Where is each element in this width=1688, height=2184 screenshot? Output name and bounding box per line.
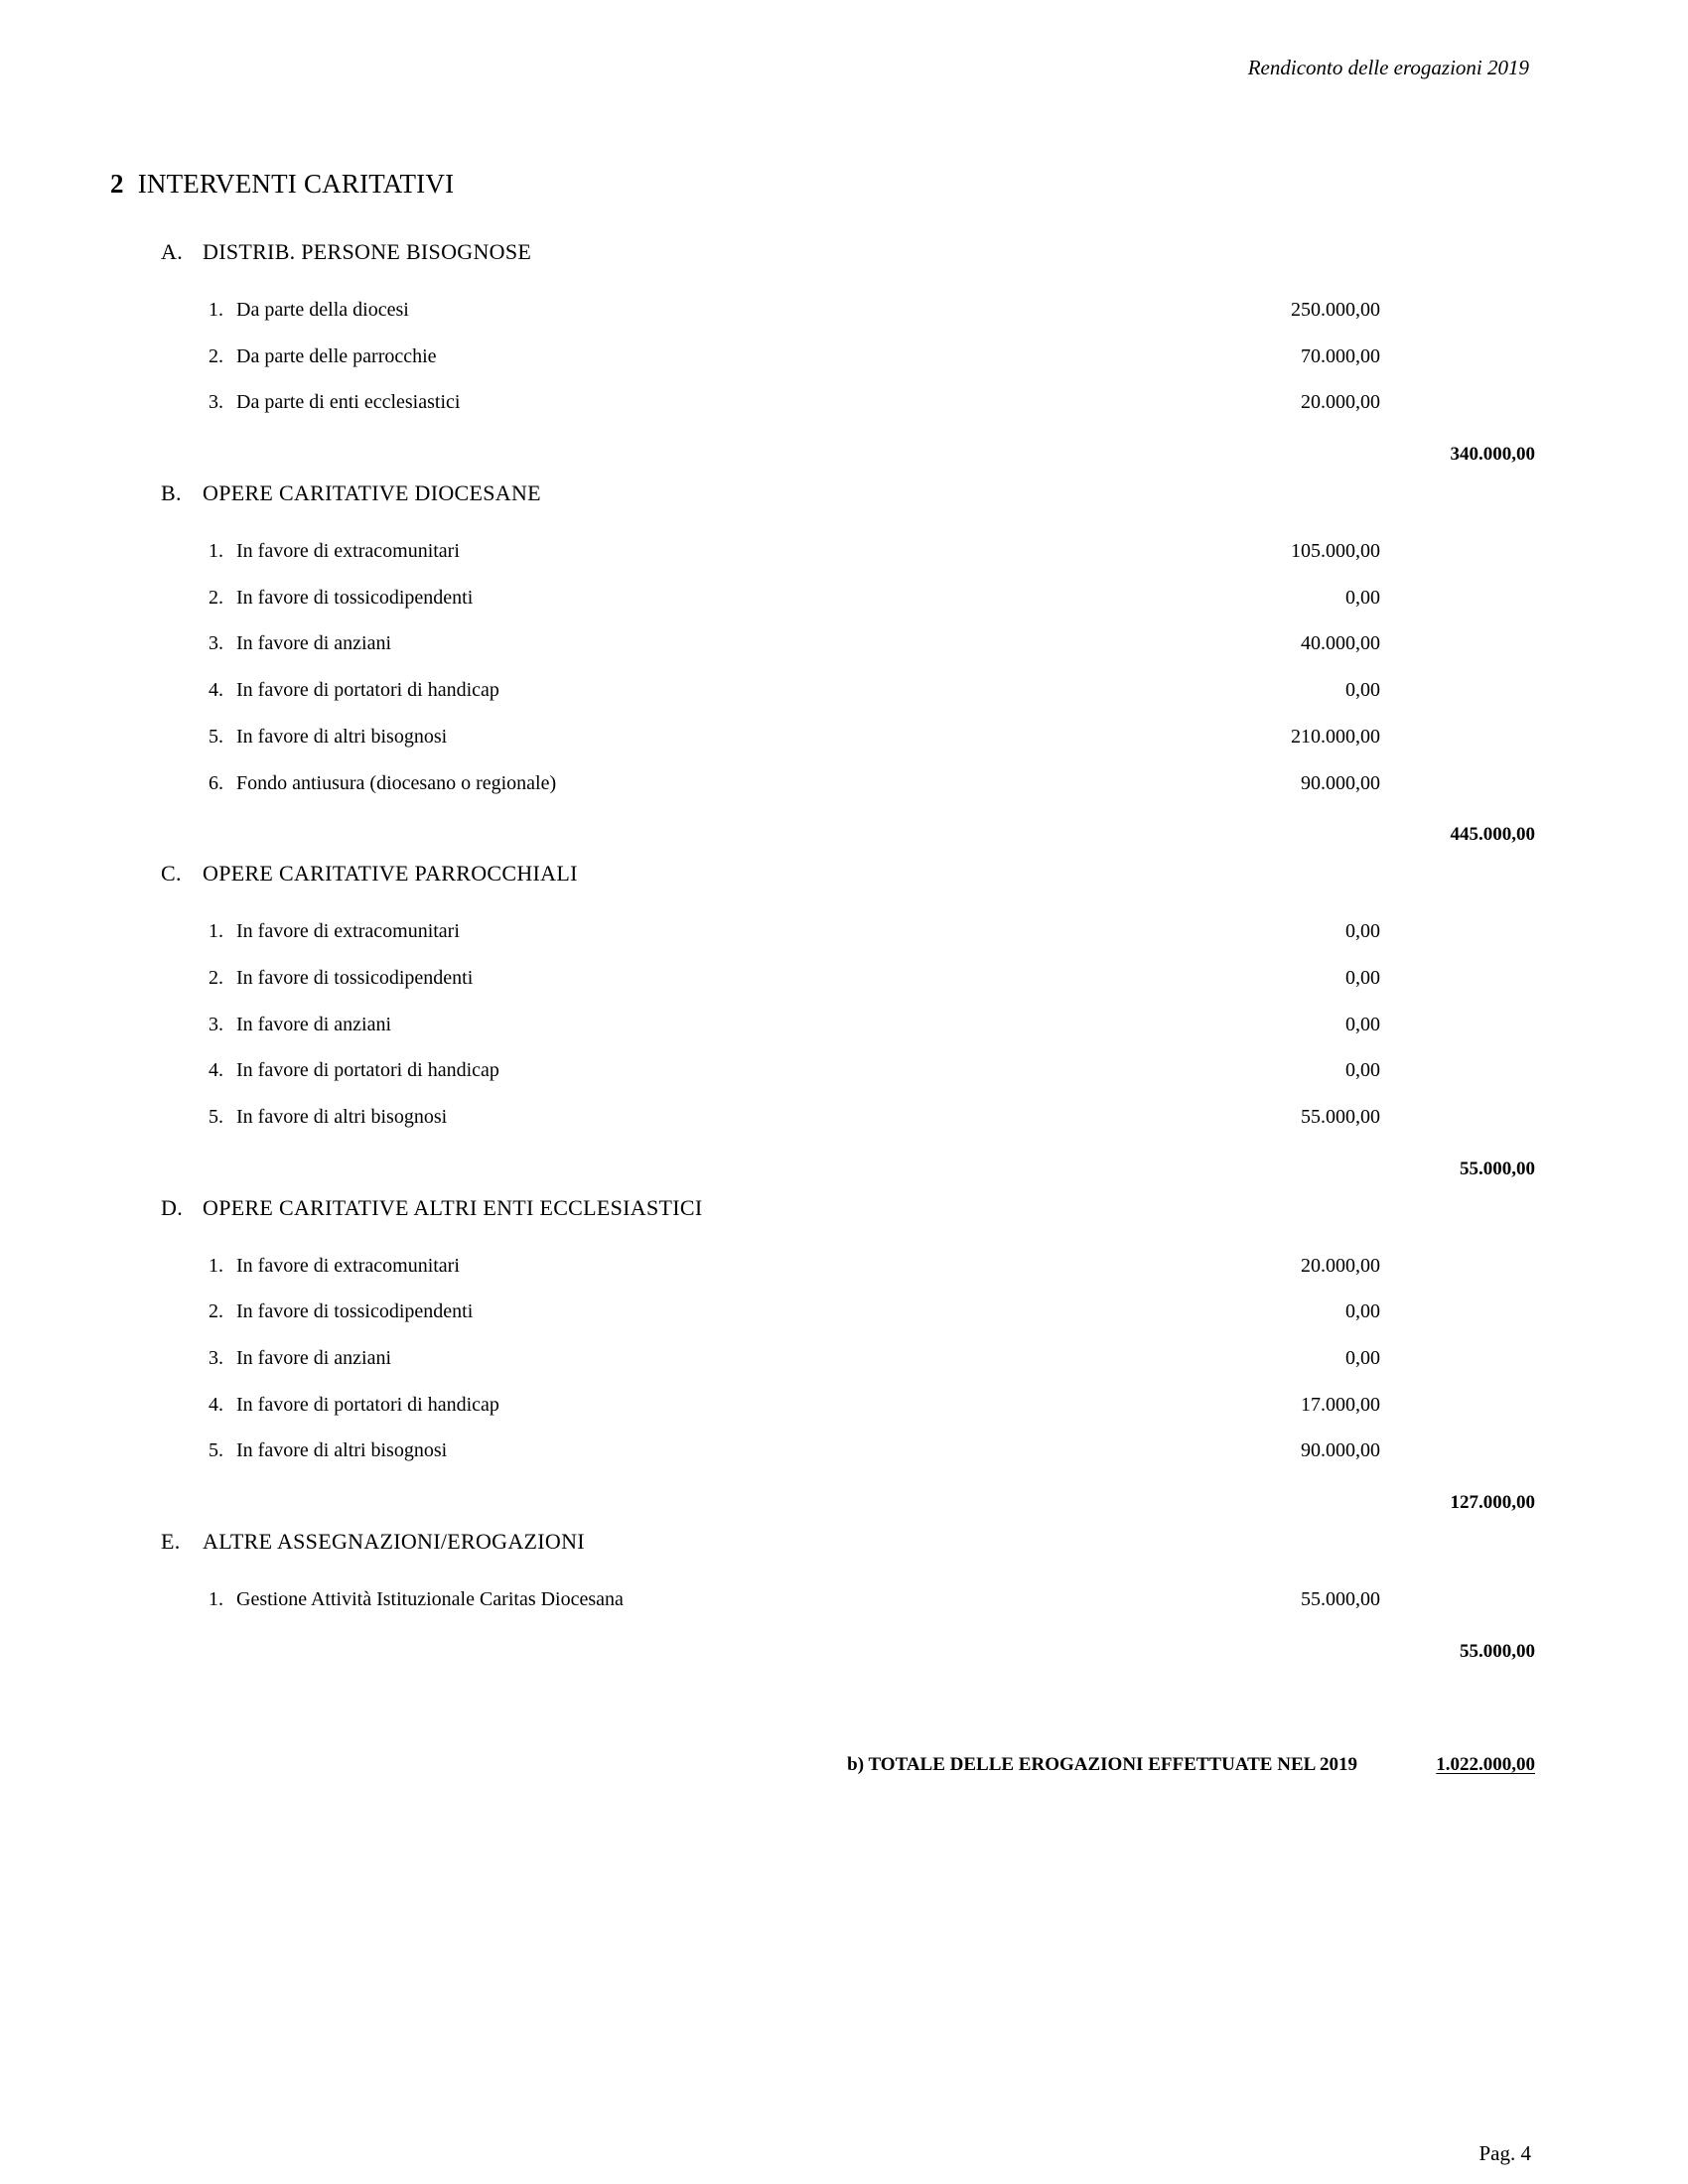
section-subtotal: 55.000,00: [1460, 1640, 1535, 1662]
list-item: [0, 1431, 1688, 1477]
section-subtotal: 340.000,00: [1450, 444, 1535, 466]
item-index: 6.: [209, 771, 223, 794]
list-item: [0, 578, 1688, 624]
section-title: [0, 479, 1688, 531]
item-index: 5.: [209, 725, 223, 748]
item-text: Da parte di enti ecclesiastici: [236, 391, 461, 414]
list-item: [0, 1005, 1688, 1051]
item-label: [209, 1058, 499, 1082]
item-amount: 0,00: [1345, 679, 1380, 702]
item-label: [209, 1013, 391, 1036]
list-item: [0, 1246, 1688, 1293]
item-label: [209, 1587, 624, 1611]
list-item: [0, 1292, 1688, 1338]
item-amount: 90.000,00: [1301, 771, 1380, 794]
section-letter: D.: [161, 1194, 183, 1220]
section-title-text: DISTRIB. PERSONE BISOGNOSE: [203, 239, 532, 264]
item-text: Fondo antiusura (diocesano o regionale): [236, 771, 557, 794]
item-index: 5.: [209, 1439, 223, 1462]
list-item: [0, 763, 1688, 810]
list-item: [0, 670, 1688, 717]
subtotal-row: [0, 429, 1688, 479]
item-label: [209, 725, 447, 749]
chapter-title: INTERVENTI CARITATIVI: [137, 169, 455, 199]
item-index: 4.: [209, 679, 223, 702]
list-item: [0, 911, 1688, 958]
section-title-text: OPERE CARITATIVE PARROCCHIALI: [203, 861, 578, 887]
item-amount: 55.000,00: [1301, 1105, 1380, 1128]
list-item: [0, 1338, 1688, 1385]
item-text: In favore di tossicodipendenti: [236, 586, 474, 609]
item-amount: 0,00: [1345, 1347, 1380, 1369]
item-label: [209, 631, 391, 655]
item-text: In favore di altri bisognosi: [236, 725, 448, 748]
item-amount: 0,00: [1345, 586, 1380, 609]
item-amount: 20.000,00: [1301, 1254, 1380, 1277]
section-subtotal: 127.000,00: [1450, 1492, 1535, 1514]
list-item: [0, 337, 1688, 383]
item-text: In favore di altri bisognosi: [236, 1439, 448, 1462]
section-title-text: OPERE CARITATIVE DIOCESANE: [203, 480, 541, 506]
page-number: Pag. 4: [1478, 2141, 1531, 2165]
item-label: [209, 539, 460, 563]
section-title-text: OPERE CARITATIVE ALTRI ENTI ECCLESIASTICI: [203, 1194, 703, 1220]
item-label: [209, 966, 473, 990]
item-text: In favore di portatori di handicap: [236, 1393, 499, 1416]
section-subtotal: 445.000,00: [1450, 824, 1535, 846]
item-label: [209, 1299, 473, 1323]
list-item: [0, 1097, 1688, 1144]
chapter-number: 2: [110, 169, 124, 199]
list-item: [0, 290, 1688, 337]
item-text: In favore di extracomunitari: [236, 920, 460, 943]
item-index: 3.: [209, 1347, 223, 1369]
item-label: [209, 298, 409, 322]
item-label: [209, 344, 437, 368]
item-index: 1.: [209, 299, 223, 321]
item-text: In favore di tossicodipendenti: [236, 1300, 474, 1323]
item-amount: 40.000,00: [1301, 632, 1380, 655]
section-block: [0, 479, 1688, 860]
section-subtotal: 55.000,00: [1460, 1158, 1535, 1179]
item-label: [209, 1346, 391, 1370]
item-index: 2.: [209, 586, 223, 609]
item-text: In favore di extracomunitari: [236, 540, 460, 563]
section-letter: B.: [161, 480, 182, 506]
item-text: In favore di extracomunitari: [236, 1254, 460, 1277]
item-index: 3.: [209, 1013, 223, 1035]
subtotal-row: [0, 809, 1688, 860]
item-index: 3.: [209, 391, 223, 414]
item-index: 4.: [209, 1059, 223, 1082]
list-item: [0, 382, 1688, 429]
item-label: [209, 586, 473, 610]
section-title: [0, 1528, 1688, 1579]
item-text: In favore di tossicodipendenti: [236, 966, 474, 989]
item-amount: 0,00: [1345, 966, 1380, 989]
item-amount: 70.000,00: [1301, 344, 1380, 367]
item-label: [209, 1254, 460, 1278]
grand-total-value: 1.022.000,00: [1436, 1754, 1535, 1775]
item-text: In favore di anziani: [236, 632, 392, 655]
item-label: [209, 1105, 447, 1129]
chapter-heading: [110, 169, 454, 200]
list-item: [0, 1385, 1688, 1432]
subtotal-row: [0, 1626, 1688, 1677]
item-index: 2.: [209, 344, 223, 367]
item-label: [209, 390, 460, 414]
item-amount: 105.000,00: [1291, 540, 1380, 563]
item-text: In favore di portatori di handicap: [236, 679, 499, 702]
list-item: [0, 958, 1688, 1005]
item-label: [209, 678, 499, 702]
item-amount: 0,00: [1345, 1013, 1380, 1035]
item-amount: 250.000,00: [1291, 299, 1380, 321]
list-item: [0, 623, 1688, 670]
item-text: In favore di anziani: [236, 1347, 392, 1369]
subtotal-row: [0, 1477, 1688, 1528]
subtotal-row: [0, 1144, 1688, 1194]
list-item: [0, 1579, 1688, 1626]
sections-list: [0, 238, 1688, 1677]
section-letter: E.: [161, 1529, 181, 1555]
item-index: 3.: [209, 632, 223, 655]
section-letter: A.: [161, 239, 183, 264]
item-label: [209, 771, 556, 795]
item-text: Gestione Attività Istituzionale Caritas Diocesana: [236, 1588, 624, 1611]
item-amount: 0,00: [1345, 920, 1380, 943]
section-title-text: ALTRE ASSEGNAZIONI/EROGAZIONI: [203, 1529, 585, 1555]
section-block: [0, 238, 1688, 479]
item-amount: 90.000,00: [1301, 1439, 1380, 1462]
item-text: In favore di portatori di handicap: [236, 1059, 499, 1082]
item-label: [209, 1438, 447, 1462]
section-block: [0, 1194, 1688, 1528]
item-amount: 0,00: [1345, 1059, 1380, 1082]
item-index: 1.: [209, 540, 223, 563]
item-index: 2.: [209, 966, 223, 989]
item-text: In favore di anziani: [236, 1013, 392, 1035]
section-title: [0, 1194, 1688, 1246]
list-item: [0, 1050, 1688, 1097]
item-index: 1.: [209, 920, 223, 943]
item-text: Da parte delle parrocchie: [236, 344, 437, 367]
item-label: [209, 919, 460, 943]
section-title: [0, 238, 1688, 290]
section-block: [0, 1528, 1688, 1677]
section-block: [0, 860, 1688, 1193]
item-label: [209, 1393, 499, 1417]
item-amount: 0,00: [1345, 1300, 1380, 1323]
section-letter: C.: [161, 861, 182, 887]
item-amount: 55.000,00: [1301, 1588, 1380, 1611]
list-item: [0, 717, 1688, 763]
running-header: Rendiconto delle erogazioni 2019: [1247, 56, 1529, 79]
grand-total-label: b) TOTALE DELLE EROGAZIONI EFFETTUATE NEL 2019: [847, 1754, 1357, 1775]
item-amount: 17.000,00: [1301, 1393, 1380, 1416]
item-index: 4.: [209, 1393, 223, 1416]
item-text: Da parte della diocesi: [236, 299, 409, 321]
item-amount: 210.000,00: [1291, 725, 1380, 748]
item-amount: 20.000,00: [1301, 391, 1380, 414]
item-index: 1.: [209, 1254, 223, 1277]
item-index: 5.: [209, 1105, 223, 1128]
item-index: 1.: [209, 1588, 223, 1611]
item-index: 2.: [209, 1300, 223, 1323]
list-item: [0, 531, 1688, 578]
item-text: In favore di altri bisognosi: [236, 1105, 448, 1128]
section-title: [0, 860, 1688, 911]
